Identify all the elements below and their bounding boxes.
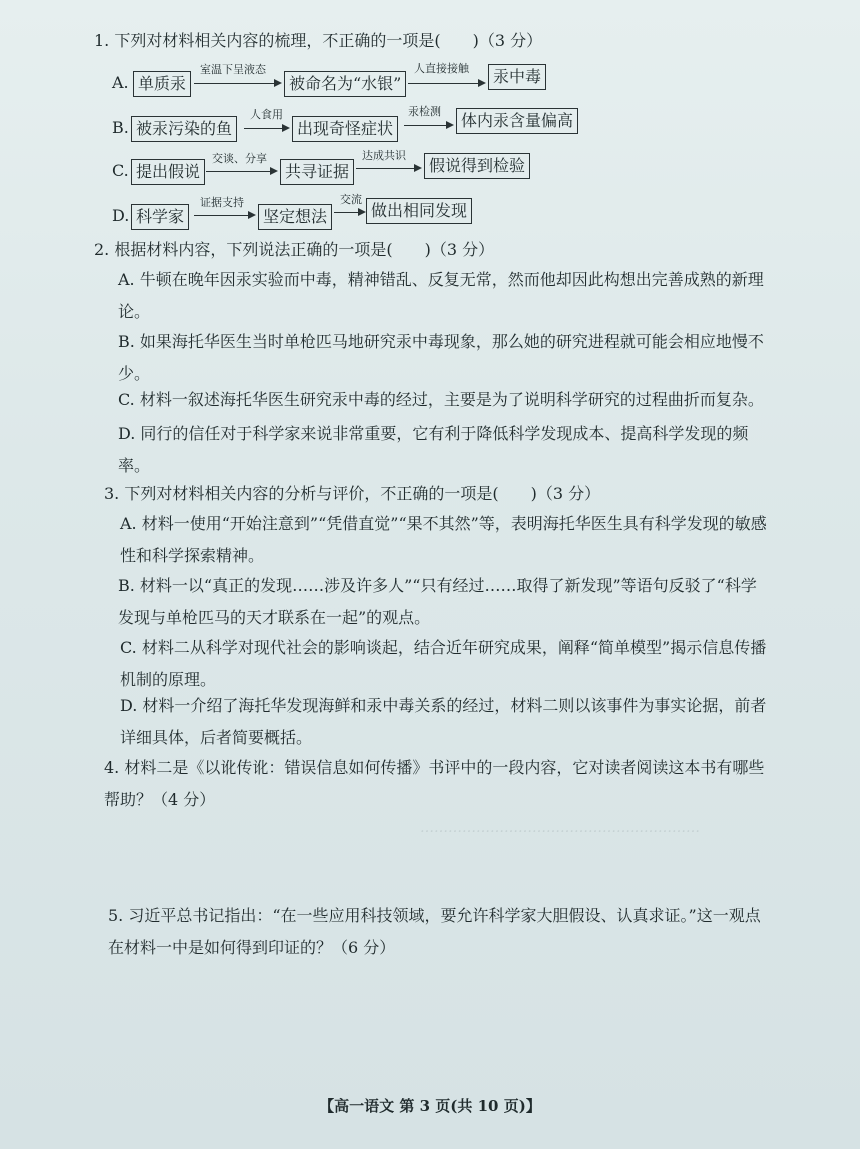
footer-subject: 【高一语文 <box>319 1097 395 1115</box>
q1-d-box-2: 坚定想法 <box>258 204 332 230</box>
q1-c-box-3: 假说得到检验 <box>424 153 530 179</box>
q1-d-arrow-2 <box>334 212 364 213</box>
q2-option-b: B. 如果海托华医生当时单枪匹马地研究汞中毒现象，那么她的研究进程就可能会相应地慢不少。 <box>118 332 764 383</box>
q1-a-box-3: 汞中毒 <box>488 64 546 90</box>
q3-option-d: D. 材料一介绍了海托华发现海鲜和汞中毒关系的经过，材料二则以该事件为事实论据，前者详细具体，后者简要概括。 <box>120 696 767 747</box>
q1-d-arrow-label-1: 证据支持 <box>200 196 244 209</box>
q1-option-a-letter: A. <box>112 73 129 92</box>
q1-c-arrow-2 <box>356 168 420 169</box>
q1-a-arrow-1 <box>194 83 280 84</box>
q1-a-box-1: 单质汞 <box>133 71 191 97</box>
q3-stem: 3. 下列对材料相关内容的分析与评价，不正确的一项是( )（3 分） <box>104 484 601 503</box>
q3-option-b: B. 材料一以“真正的发现……涉及许多人”“只有经过……取得了新发现”等语句反驳了“科学发现与单枪匹马的天才联系在一起”的观点。 <box>118 576 757 627</box>
q1-d-box-1: 科学家 <box>131 204 189 230</box>
q1-c-arrow-1 <box>206 171 276 172</box>
q1-option-d-letter: D. <box>112 206 130 225</box>
q1-a-arrow-label-2: 人直接接触 <box>414 62 469 75</box>
q1-b-arrow-2 <box>404 125 452 126</box>
bleed-through-text: …………………………………………………… <box>420 820 700 836</box>
q1-a-box-2: 被命名为“水银” <box>284 71 406 97</box>
q1-b-arrow-1 <box>244 128 288 129</box>
q1-b-box-3: 体内汞含量偏高 <box>456 108 578 134</box>
q1-a-arrow-label-1: 室温下呈液态 <box>200 63 266 76</box>
q1-stem: 1. 下列对材料相关内容的梳理，不正确的一项是( )（3 分） <box>94 31 543 50</box>
q4-answer-area[interactable] <box>104 820 764 900</box>
q5-stem: 5. 习近平总书记指出：“在一些应用科技领域，要允许科学家大胆假设、认真求证。”这一观点在材料一中是如何得到印证的？（6 分） <box>108 906 761 957</box>
q3-option-c: C. 材料二从科学对现代社会的影响谈起，结合近年研究成果，阐释“简单模型”揭示信息传播机制的原理。 <box>120 638 767 689</box>
q2-option-d: D. 同行的信任对于科学家来说非常重要，它有利于降低科学发现成本、提高科学发现的频率。 <box>118 424 749 475</box>
q5-answer-area[interactable] <box>108 968 768 1078</box>
q1-d-arrow-1 <box>194 215 254 216</box>
q1-a-arrow-2 <box>408 83 484 84</box>
q2-option-a: A. 牛顿在晚年因汞实验而中毒，精神错乱、反复无常，然而他却因此构想出完善成熟的新理论。 <box>118 270 764 321</box>
q2-option-c: C. 材料一叙述海托华医生研究汞中毒的经过，主要是为了说明科学研究的过程曲折而复杂。 <box>118 390 764 409</box>
q1-d-arrow-label-2: 交流 <box>340 193 362 206</box>
q1-b-arrow-label-1: 人食用 <box>250 108 283 121</box>
q2-stem: 2. 根据材料内容，下列说法正确的一项是( )（3 分） <box>94 240 495 259</box>
q1-b-arrow-label-2: 汞检测 <box>408 105 441 118</box>
q1-c-box-1: 提出假说 <box>131 159 205 185</box>
q1-c-box-2: 共寻证据 <box>280 159 354 185</box>
q1-c-arrow-label-2: 达成共识 <box>362 149 406 162</box>
q1-option-c-letter: C. <box>112 161 129 180</box>
q3-option-a: A. 材料一使用“开始注意到”“凭借直觉”“果不其然”等，表明海托华医生具有科学发现的敏感性和科学探索精神。 <box>120 514 767 565</box>
q1-c-arrow-label-1: 交谈、分享 <box>212 152 267 165</box>
q1-d-box-3: 做出相同发现 <box>366 198 472 224</box>
q4-stem: 4. 材料二是《以讹传讹：错误信息如何传播》书评中的一段内容，它对读者阅读这本书有哪些帮助？（4 分） <box>104 758 765 809</box>
page-footer <box>0 1095 860 1116</box>
footer-page-number: 第 3 页(共 10 页)】 <box>399 1097 541 1115</box>
q1-b-box-2: 出现奇怪症状 <box>292 116 398 142</box>
q1-option-b-letter: B. <box>112 118 129 137</box>
q1-b-box-1: 被汞污染的鱼 <box>131 116 237 142</box>
